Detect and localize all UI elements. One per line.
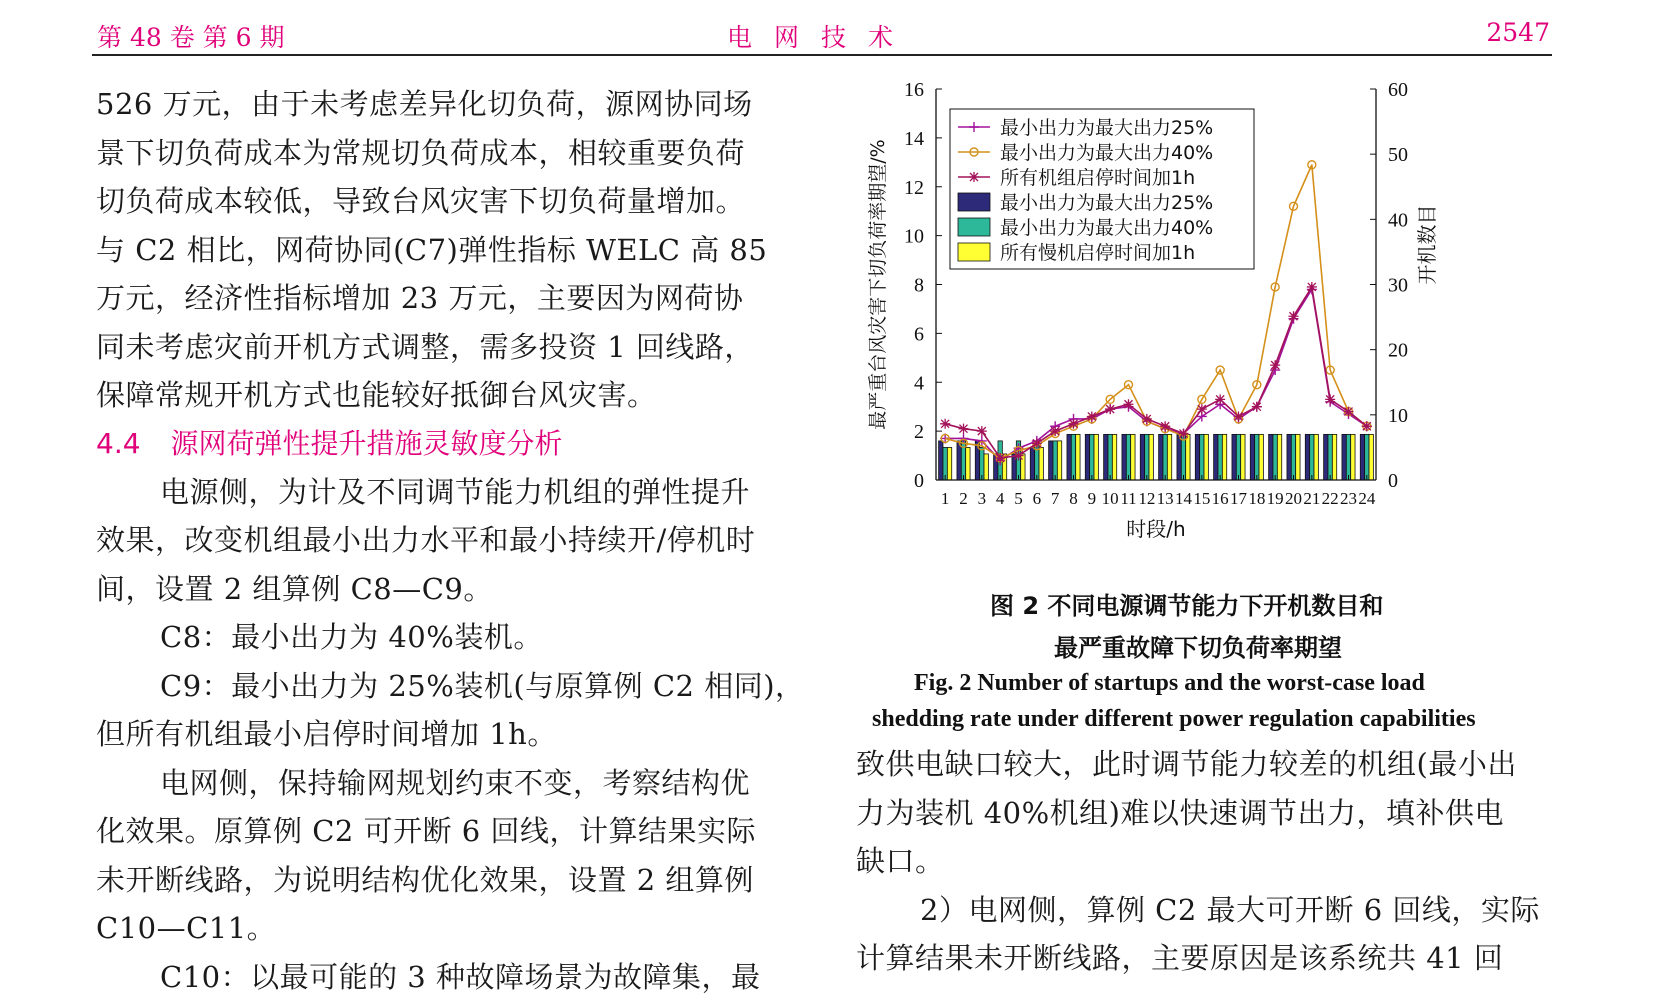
para-line: 缺口。: [856, 837, 1556, 886]
data-point: [1069, 419, 1079, 429]
y2-tick-label: 40: [1388, 209, 1408, 231]
data-point: [977, 426, 987, 436]
bar: [1186, 434, 1190, 480]
bar: [1053, 441, 1057, 480]
page-number: 2547: [1486, 18, 1550, 47]
y-tick-label: 2: [914, 421, 924, 443]
y2-tick-label: 0: [1388, 470, 1398, 492]
para-line: 致供电缺口较大，此时调节能力较差的机组(最小出: [856, 740, 1556, 789]
y-tick-label: 8: [914, 275, 924, 297]
data-point: [1289, 311, 1299, 321]
bar: [1241, 434, 1245, 480]
legend-bar-swatch: [958, 193, 990, 211]
para-line: 电网侧，保持输网规划约束不变，考察结构优: [96, 759, 786, 808]
left-column: [96, 80, 786, 1001]
bar: [1200, 434, 1204, 480]
bar: [1236, 434, 1240, 480]
data-point: [1179, 429, 1189, 439]
data-point: [1160, 421, 1170, 431]
legend-bar-swatch: [958, 218, 990, 236]
y2-tick-label: 30: [1388, 275, 1408, 297]
data-point: [1197, 404, 1207, 414]
data-point: [959, 424, 969, 434]
bar: [1346, 434, 1350, 480]
y-tick-label: 16: [904, 80, 924, 101]
bar: [1159, 434, 1163, 480]
x-tick-label: 20: [1285, 489, 1302, 508]
bar: [1204, 434, 1208, 480]
bar: [1094, 434, 1098, 480]
legend-label: 最小出力为最大出力40%: [1000, 217, 1213, 239]
bar: [1259, 434, 1263, 480]
para-line: 保障常规开机方式也能较好抵御台风灾害。: [96, 371, 786, 420]
para-line: 力为装机 40%机组)难以快速调节出力，填补供电: [856, 789, 1556, 838]
bar: [1126, 434, 1130, 480]
legend-label: 最小出力为最大出力25%: [1000, 192, 1213, 214]
section-heading: [96, 420, 786, 468]
legend-label: 最小出力为最大出力40%: [1000, 142, 1213, 164]
data-point: [1344, 407, 1354, 417]
bar: [1145, 434, 1149, 480]
para-line: 景下切负荷成本为常规切负荷成本，相较重要负荷: [96, 129, 786, 178]
bar: [1195, 434, 1199, 480]
bar: [984, 454, 988, 480]
bar: [1310, 434, 1314, 480]
data-point: [1050, 426, 1060, 436]
data-point: [1325, 394, 1335, 404]
x-tick-label: 16: [1212, 489, 1229, 508]
y2-tick-label: 60: [1388, 80, 1408, 101]
y-tick-label: 6: [914, 323, 924, 345]
y-tick-label: 4: [914, 372, 924, 394]
legend-label: 所有慢机启停时间加1h: [1000, 242, 1195, 264]
section-number: 4.4: [96, 427, 141, 460]
legend-label: 所有机组启停时间加1h: [1000, 167, 1195, 189]
x-tick-label: 11: [1120, 489, 1136, 508]
bar: [1181, 434, 1185, 480]
bar: [1030, 447, 1034, 480]
bar: [1273, 434, 1277, 480]
bar: [1324, 434, 1328, 480]
bar: [1131, 434, 1135, 480]
x-tick-label: 18: [1248, 489, 1265, 508]
x-tick-label: 24: [1358, 489, 1376, 508]
x-tick-label: 4: [996, 489, 1005, 508]
figure-caption-cn-2: 最严重故障下切负荷率期望: [1054, 628, 1342, 663]
x-tick-label: 2: [959, 489, 968, 508]
x-tick-label: 23: [1340, 489, 1357, 508]
bar: [1149, 434, 1153, 480]
bar: [1342, 434, 1346, 480]
x-tick-label: 13: [1157, 489, 1174, 508]
bar: [1177, 434, 1181, 480]
bar: [1328, 434, 1332, 480]
bar: [1039, 447, 1043, 480]
data-point: [1215, 394, 1225, 404]
bar: [1351, 434, 1355, 480]
bar: [1369, 434, 1373, 480]
bar: [1269, 434, 1273, 480]
bar: [947, 447, 951, 480]
data-point: [1252, 402, 1262, 412]
bar: [1291, 434, 1295, 480]
bar: [1112, 434, 1116, 480]
y-tick-label: 0: [914, 470, 924, 492]
bar: [1332, 434, 1336, 480]
bar: [1122, 434, 1126, 480]
figure-caption-en-2: shedding rate under different power regulation capabilities: [872, 706, 1476, 733]
bar: [1360, 434, 1364, 480]
para-line: 与 C2 相比，网荷协同(C7)弹性指标 WELC 高 85: [96, 226, 786, 275]
legend-marker: [969, 172, 979, 182]
x-tick-label: 9: [1088, 489, 1097, 508]
journal-volume-issue: 第 48 卷 第 6 期: [97, 18, 284, 54]
bar: [1277, 434, 1281, 480]
data-point: [1087, 411, 1097, 421]
bar: [1232, 434, 1236, 480]
y-axis-label-right: 开机数目: [1415, 205, 1439, 285]
y2-tick-label: 50: [1388, 144, 1408, 166]
bar: [1090, 434, 1094, 480]
bar: [1296, 434, 1300, 480]
x-tick-label: 12: [1138, 489, 1155, 508]
legend-label: 最小出力为最大出力25%: [1000, 117, 1213, 139]
header-rule: [92, 54, 1552, 56]
bar: [1218, 434, 1222, 480]
x-tick-label: 3: [978, 489, 987, 508]
bar: [1287, 434, 1291, 480]
x-tick-label: 7: [1051, 489, 1060, 508]
bar: [1163, 434, 1167, 480]
data-point: [1105, 404, 1115, 414]
data-point: [1362, 421, 1372, 431]
data-point: [1270, 360, 1280, 370]
x-tick-label: 15: [1193, 489, 1210, 508]
bar: [1255, 434, 1259, 480]
data-point: [940, 419, 950, 429]
series-line: [945, 287, 1367, 458]
data-point: [1142, 414, 1152, 424]
y2-tick-label: 20: [1388, 340, 1408, 362]
bar: [1067, 434, 1071, 480]
case-c10: C10：以最可能的 3 种故障场景为故障集，最: [96, 953, 786, 1001]
figure-caption-cn-1: 图 2 不同电源调节能力下开机数目和: [990, 586, 1383, 621]
bar: [1305, 434, 1309, 480]
data-point: [1124, 399, 1134, 409]
data-point: [995, 453, 1005, 463]
journal-title: 电网技术: [727, 18, 915, 54]
para-line: 计算结果未开断线路，主要原因是该系统共 41 回: [856, 934, 1556, 983]
para-line: 效果，改变机组最小出力水平和最小持续开/停机时: [96, 516, 786, 565]
bar: [1104, 434, 1108, 480]
y-axis-label-left: 最严重台风灾害下切负荷率期望/%: [867, 139, 889, 429]
y-tick-label: 10: [904, 226, 924, 248]
section-title: 源网荷弹性提升措施灵敏度分析: [171, 427, 563, 460]
para-line: C10—C11。: [96, 904, 786, 953]
bar: [1076, 434, 1080, 480]
para-line: 526 万元，由于未考虑差异化切负荷，源网协同场: [96, 80, 786, 129]
bar: [1314, 434, 1318, 480]
bar: [1071, 434, 1075, 480]
bar: [1049, 441, 1053, 480]
data-point: [1014, 451, 1024, 461]
para-line: 万元，经济性指标增加 23 万元，主要因为网荷协: [96, 274, 786, 323]
bar: [1250, 434, 1254, 480]
bar: [1057, 441, 1061, 480]
x-tick-label: 10: [1102, 489, 1119, 508]
data-point: [1032, 438, 1042, 448]
x-tick-label: 6: [1033, 489, 1042, 508]
figure-caption-en-1: Fig. 2 Number of startups and the worst-case load: [914, 670, 1425, 697]
bar: [966, 447, 970, 480]
x-tick-label: 8: [1069, 489, 1078, 508]
data-point: [1307, 282, 1317, 292]
x-tick-label: 17: [1230, 489, 1248, 508]
data-point: [1234, 411, 1244, 421]
y-tick-label: 12: [904, 177, 924, 199]
x-tick-label: 5: [1014, 489, 1023, 508]
legend-bar-swatch: [958, 243, 990, 261]
para-line: 同未考虑灾前开机方式调整，需多投资 1 回线路，: [96, 323, 786, 372]
x-tick-label: 19: [1267, 489, 1284, 508]
bar: [1085, 434, 1089, 480]
bar: [939, 441, 943, 480]
bar: [1214, 434, 1218, 480]
x-tick-label: 1: [941, 489, 950, 508]
right-column: [856, 740, 1556, 983]
bar: [1167, 434, 1171, 480]
para-line: 2）电网侧，算例 C2 最大可开断 6 回线，实际: [856, 886, 1556, 935]
para-line: 间，设置 2 组算例 C8—C9。: [96, 565, 786, 614]
case-c8: C8：最小出力为 40%装机。: [96, 613, 786, 662]
y2-tick-label: 10: [1388, 405, 1408, 427]
bar: [1108, 434, 1112, 480]
para-line: 电源侧，为计及不同调节能力机组的弹性提升: [96, 468, 786, 517]
bar: [1222, 434, 1226, 480]
bar: [1140, 434, 1144, 480]
para-line: 未开断线路，为说明结构优化效果，设置 2 组算例: [96, 856, 786, 905]
y-tick-label: 14: [904, 128, 924, 150]
bar: [1365, 434, 1369, 480]
para-line: 化效果。原算例 C2 可开断 6 回线，计算结果实际: [96, 807, 786, 856]
figure-2-chart: [860, 80, 1560, 580]
para-line: 切负荷成本较低，导致台风灾害下切负荷量增加。: [96, 177, 786, 226]
para-line: 但所有机组最小启停时间增加 1h。: [96, 710, 786, 759]
case-c9: C9：最小出力为 25%装机(与原算例 C2 相同)，: [96, 662, 786, 711]
series-line: [945, 289, 1367, 460]
x-axis-label: 时段/h: [1126, 517, 1185, 541]
x-tick-label: 22: [1322, 489, 1339, 508]
x-tick-label: 14: [1175, 489, 1193, 508]
x-tick-label: 21: [1303, 489, 1320, 508]
